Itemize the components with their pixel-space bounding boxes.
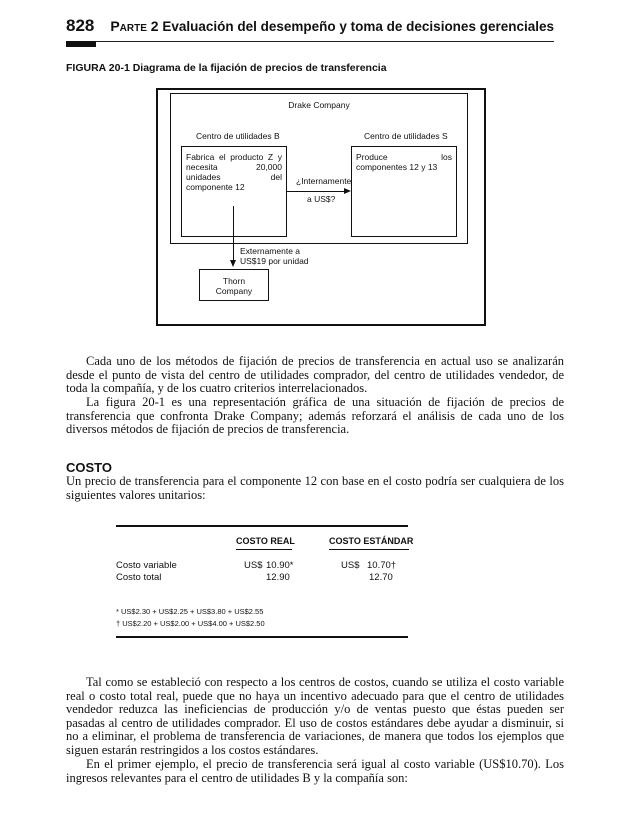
center-s-label: Centro de utilidades S [364, 131, 448, 141]
paragraph-4: Tal como se estableció con respecto a los centros de costos, cuando se utiliza el costo variable real o costo total real, puede que no haya un incentivo adecuado para que el centro de utilidades vendedor reduzca las ineficiencias de producción y/o de ventas puesto que éstas pueden ser pasadas al centro de utilidades comprador. El uso de costos estándares debe ayudar a disminuir, si no a eliminar, el problema de transferencia de variaciones, de manera que todos los ejemplos que siguen estarán restringidos a los costos estándares. [66, 675, 564, 757]
running-head [110, 18, 554, 34]
paragraph-3: Un precio de transferencia para el componente 12 con base en el costo podría ser cualquiera de los siguientes valores unitarios: [66, 474, 564, 502]
part-label: Parte 2 [110, 18, 159, 34]
external-arrow-shaft [233, 206, 234, 262]
drake-company-label: Drake Company [288, 100, 350, 110]
table-footnote: † US$2.20 + US$2.00 + US$4.00 + US$2.50 [116, 619, 265, 628]
row-label: Costo total [116, 572, 162, 583]
row-value-standard: 10.70† [367, 560, 397, 571]
paragraph-5: En el primer ejemplo, el precio de transferencia será igual al costo variable (US$10.70). Los ingresos relevantes para el centro de utilidades B y la compañía son: [66, 757, 564, 785]
external-line-1: Externamente a [240, 246, 301, 256]
center-b-label: Centro de utilidades B [196, 131, 280, 141]
table-bottom-rule [116, 636, 408, 638]
page-number: 828 [66, 16, 95, 35]
column-header-real: COSTO REAL [236, 536, 295, 546]
column-header-standard: COSTO ESTÁNDAR [329, 536, 414, 546]
center-s-text: Produce los componentes 12 y 13 [356, 152, 452, 172]
internal-arrow-shaft [287, 191, 345, 192]
row-value-real: 12.90 [266, 572, 290, 583]
row-label: Costo variable [116, 560, 177, 571]
thorn-line-2: Company [215, 286, 253, 296]
external-arrow-icon [230, 260, 236, 267]
figure-title: Diagrama de la fijación de precios de transferencia [132, 62, 387, 74]
center-b-text: Fabrica el producto Z y necesita 20,000 unidades del componente 12 [186, 152, 282, 192]
internal-arrow-icon [344, 188, 351, 194]
internal-question-line-2: a US$? [307, 194, 336, 204]
table-top-rule [116, 525, 408, 527]
table-footnote: * US$2.30 + US$2.25 + US$3.80 + US$2.55 [116, 607, 264, 616]
figure-number: FIGURA 20-1 [66, 62, 130, 74]
row-currency-standard: US$ [341, 560, 360, 571]
thorn-line-1: Thorn [222, 276, 246, 286]
paragraph-1: Cada uno de los métodos de fijación de precios de transferencia en actual uso se analizarán desde el punto de vista del centro de utilidades comprador, del centro de utilidades vendedor, de toda la compañía, y de los cuatro criterios interrelacionados. [66, 354, 564, 396]
header-bar [66, 41, 96, 47]
section-title-costo: COSTO [66, 460, 112, 475]
internal-question-line-1: ¿Internamente [296, 176, 352, 186]
part-title: Evaluación del desempeño y toma de decisiones gerenciales [162, 19, 554, 34]
row-value-real: 10.90* [266, 560, 294, 571]
header-rule [66, 41, 554, 42]
external-line-2: US$19 por unidad [240, 256, 309, 266]
paragraph-2: La figura 20-1 es una representación gráfica de una situación de fijación de precios de transferencia que confronta Drake Company; además reforzará el análisis de cada uno de los diversos métodos de fijación de precios de transferencia. [66, 395, 564, 437]
column-rule-standard [329, 549, 409, 550]
column-rule-real [236, 549, 292, 550]
figure-caption [66, 62, 387, 74]
row-currency-real: US$ [244, 560, 263, 571]
row-value-standard: 12.70 [369, 572, 393, 583]
